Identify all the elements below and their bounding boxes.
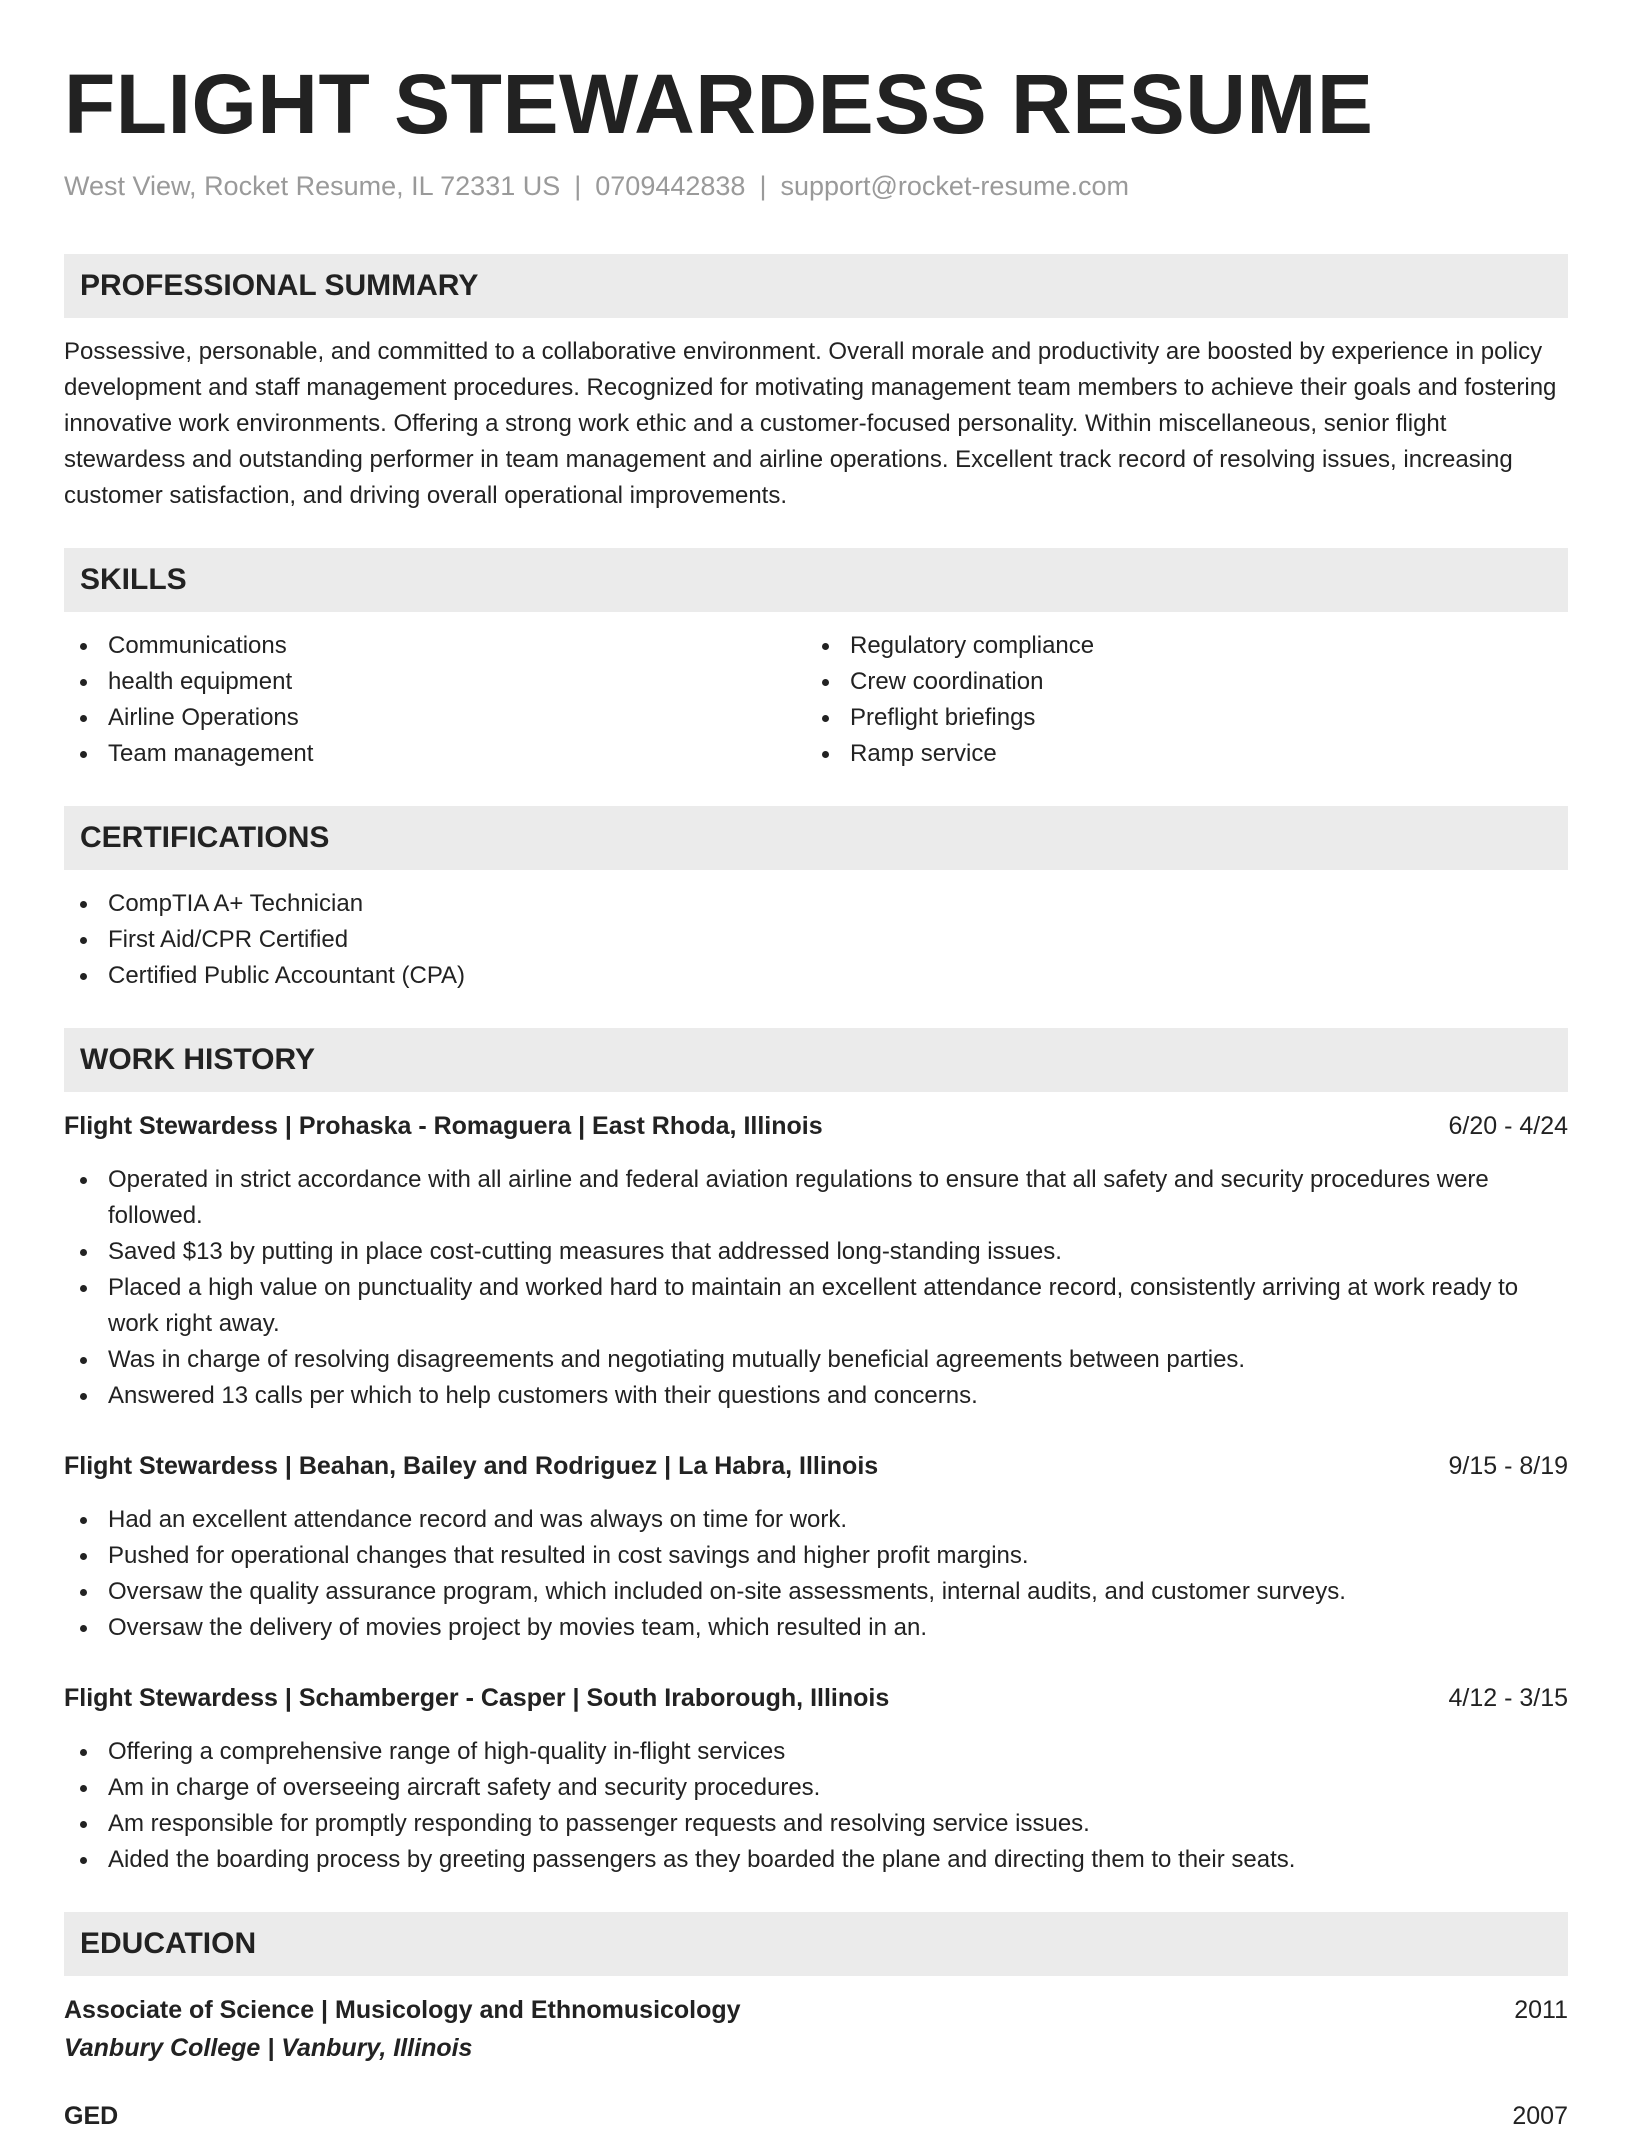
- education-year: 2007: [1512, 2102, 1568, 2130]
- job-title: Flight Stewardess | Beahan, Bailey and Rodriguez | La Habra, Illinois: [64, 1452, 879, 1480]
- certification-item: Certified Public Accountant (CPA): [64, 958, 1568, 994]
- job-bullet: Had an excellent attendance record and was always on time for work.: [64, 1502, 1568, 1538]
- skill-item: Crew coordination: [806, 664, 1548, 700]
- job-header: [64, 1680, 1568, 1716]
- job-bullets: [64, 1162, 1568, 1414]
- contact-line: [64, 168, 1568, 204]
- job-bullet: Am in charge of overseeing aircraft safety and security procedures.: [64, 1770, 1568, 1806]
- job-entry: [64, 1108, 1568, 1414]
- job-bullet: Pushed for operational changes that resulted in cost savings and higher profit margins.: [64, 1538, 1568, 1574]
- job-dates: 4/12 - 3/15: [1448, 1684, 1568, 1712]
- education-entry: [64, 2098, 1568, 2134]
- skill-item: Regulatory compliance: [806, 628, 1548, 664]
- section-heading-certifications: CERTIFICATIONS: [64, 806, 1568, 870]
- job-dates: 6/20 - 4/24: [1448, 1112, 1568, 1140]
- resume-page: [64, 0, 1568, 2134]
- job-bullet: Am responsible for promptly responding to passenger requests and resolving service issues.: [64, 1806, 1568, 1842]
- resume-title: FLIGHT STEWARDESS RESUME: [64, 57, 1374, 151]
- section-heading-summary: PROFESSIONAL SUMMARY: [64, 254, 1568, 318]
- education-header: [64, 1992, 1568, 2028]
- job-bullet: Placed a high value on punctuality and worked hard to maintain an excellent attendance record, consistently arriving at work ready to work right away.: [64, 1270, 1568, 1342]
- education-degree: GED: [64, 2102, 119, 2130]
- skills-column-right: [806, 628, 1548, 772]
- job-bullet: Operated in strict accordance with all airline and federal aviation regulations to ensure that all safety and security procedures were followed.: [64, 1162, 1568, 1234]
- skill-item: Ramp service: [806, 736, 1548, 772]
- job-header: [64, 1108, 1568, 1144]
- contact-address: West View, Rocket Resume, IL 72331 US: [64, 171, 561, 201]
- contact-separator: |: [574, 171, 582, 201]
- job-bullet: Aided the boarding process by greeting passengers as they boarded the plane and directing them to their seats.: [64, 1842, 1568, 1878]
- job-entry: [64, 1448, 1568, 1646]
- skill-item: health equipment: [64, 664, 806, 700]
- summary-text: Possessive, personable, and committed to a collaborative environment. Overall morale and productivity are boosted by experience in policy development and staff management procedures. Recognized for motivating management team members to achieve their goals and fostering innovative work environments. Offering a strong work ethic and a customer-focused personality. Within miscellaneous, senior flight stewardess and outstanding performer in team management and airline operations. Excellent track record of resolving issues, increasing customer satisfaction, and driving overall operational improvements.: [64, 338, 1557, 509]
- job-title: Flight Stewardess | Prohaska - Romaguera | East Rhoda, Illinois: [64, 1112, 823, 1140]
- contact-email: support@rocket-resume.com: [780, 171, 1129, 201]
- job-bullet: Offering a comprehensive range of high-quality in-flight services: [64, 1734, 1568, 1770]
- job-dates: 9/15 - 8/19: [1448, 1452, 1568, 1480]
- job-bullet: Saved $13 by putting in place cost-cutting measures that addressed long-standing issues.: [64, 1234, 1568, 1270]
- job-bullet: Oversaw the quality assurance program, which included on-site assessments, internal audits, and customer surveys.: [64, 1574, 1568, 1610]
- skill-item: Airline Operations: [64, 700, 806, 736]
- education-header: [64, 2098, 1568, 2134]
- certifications-list: [64, 886, 1568, 994]
- contact-phone: 0709442838: [595, 171, 746, 201]
- skill-item: Preflight briefings: [806, 700, 1548, 736]
- skills-list: [64, 628, 1568, 772]
- skill-item: Communications: [64, 628, 806, 664]
- job-bullets: [64, 1502, 1568, 1646]
- education-school: Vanbury College | Vanbury, Illinois: [64, 2034, 473, 2062]
- job-header: [64, 1448, 1568, 1484]
- certification-item: CompTIA A+ Technician: [64, 886, 1568, 922]
- skill-item: Team management: [64, 736, 806, 772]
- education-degree: Associate of Science | Musicology and Ethnomusicology: [64, 1996, 741, 2024]
- education-entry: [64, 1992, 1568, 2068]
- skills-column-left: [64, 628, 806, 772]
- job-entry: [64, 1680, 1568, 1878]
- job-bullets: [64, 1734, 1568, 1878]
- job-title: Flight Stewardess | Schamberger - Casper | South Iraborough, Illinois: [64, 1684, 890, 1712]
- job-bullet: Answered 13 calls per which to help customers with their questions and concerns.: [64, 1378, 1568, 1414]
- section-heading-work-history: WORK HISTORY: [64, 1028, 1568, 1092]
- job-bullet: Was in charge of resolving disagreements and negotiating mutually beneficial agreements between parties.: [64, 1342, 1568, 1378]
- education-year: 2011: [1514, 1996, 1568, 2024]
- certification-item: First Aid/CPR Certified: [64, 922, 1568, 958]
- section-heading-skills: SKILLS: [64, 548, 1568, 612]
- section-heading-education: EDUCATION: [64, 1912, 1568, 1976]
- contact-separator: |: [759, 171, 767, 201]
- job-bullet: Oversaw the delivery of movies project by movies team, which resulted in an.: [64, 1610, 1568, 1646]
